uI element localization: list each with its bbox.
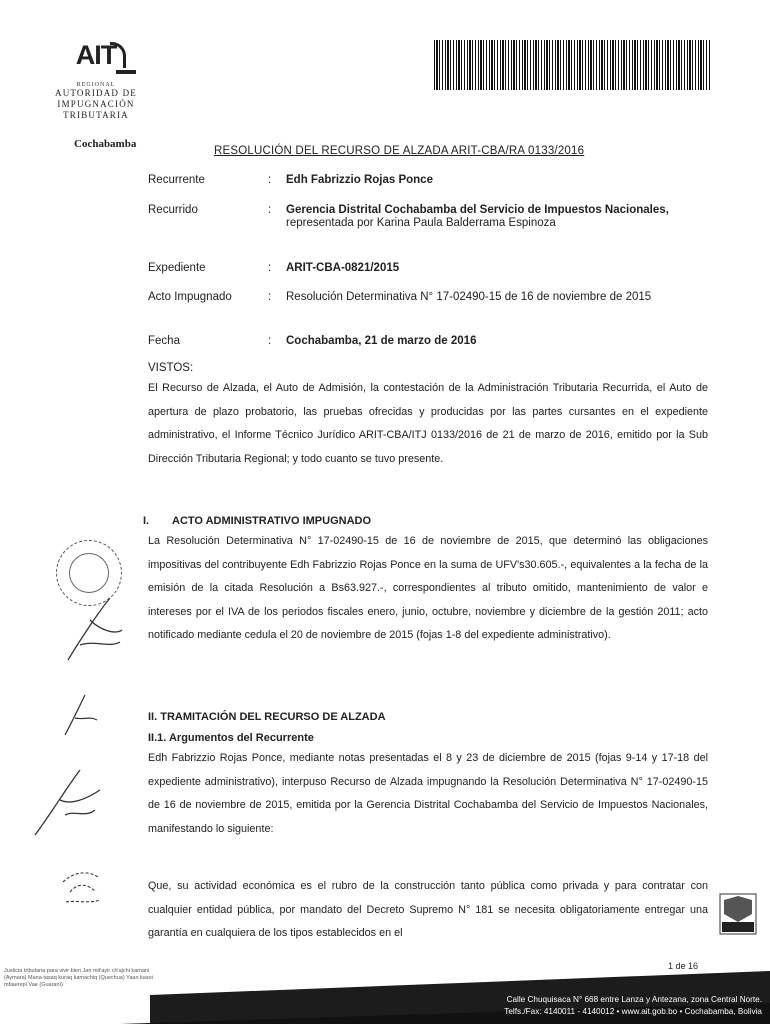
section2-heading: II. TRAMITACIÓN DEL RECURSO DE ALZADA [148, 711, 386, 723]
vistos-heading: VISTOS: [148, 362, 194, 374]
emblem-caption [710, 938, 768, 943]
meta-recurrente-value: Edh Fabrizzio Rojas Ponce [286, 174, 433, 186]
section1-text: La Resolución Determinativa N° 17-02490-15 de 16 de noviembre de 2015, que determinó las obligaciones impositivas del contribuyente Edh Fabrizzio Rojas Ponce en la suma de UFV's30.605.-, equivalentes a la fecha de la emisión de la citada Resolución a Bs63.927.-, correspondientes al tributo omitido, mantenimiento de valor e intereses por el IVA de los periodos fiscales enero, junio, octubre, noviembre y diciembre de la gestión 2011; acto notificado mediante cedula el 20 de noviembre de 2015 (fojas 1-8 del expediente administrativo). [148, 535, 708, 641]
vistos-text: El Recurso de Alzada, el Auto de Admisión, la contestación de la Administración Tributaria Recurrida, el Auto de apertura de plazo probatorio, las pruebas ofrecidas y producidas por las partes cursantes en el expediente administrativo, el Informe Técnico Jurídico ARIT-CBA/ITJ 0133/2016 de 21 de marzo de 2016, emitido por la Sub Dirección Tributaria Regional; y todo cuanto se tuvo presente. [148, 382, 708, 465]
meta-colon: : [268, 291, 272, 303]
initial-signature-icon-2 [58, 862, 108, 910]
ait-logo-mark [36, 40, 156, 78]
section2-text: Edh Fabrizzio Rojas Ponce, mediante notas presentadas el 8 y 23 de diciembre de 2015 (fojas 9-14 y 17-18 del expediente administrativo), interpuso Recurso de Alzada impugnando la Resolución Determinativa N° 17-02490-15 de 16 de noviembre de 2015, emitida por la Gerencia Distrital Cochabamba del Servicio de Impuestos Nacionales, manifestando lo siguiente: [148, 752, 708, 835]
meta-colon: : [268, 204, 272, 216]
meta-expediente-label: Expediente [148, 262, 206, 274]
section1-number: I. [143, 515, 150, 527]
meta-recurrido-value [286, 204, 706, 230]
meta-recurrente-label: Recurrente [148, 174, 205, 186]
meta-acto-value: Resolución Determinativa N° 17-02490-15 de 16 de noviembre de 2015 [286, 291, 652, 303]
section2-text-continued: Que, su actividad económica es el rubro de la construcción tanto pública como privada y para contratar con cualquier entidad pública, por mandato del Decreto Supremo N° 181 se necesita obligatoriamente entregar una garantía en cualquiera de los tipos establecidos en el [148, 880, 708, 939]
footer-address [420, 994, 762, 1018]
logo-city: Cochabamba [74, 138, 137, 150]
meta-acto-label: Acto Impugnado [148, 291, 232, 303]
logo-name-line1: AUTORIDAD DE [55, 88, 137, 98]
logo-name-line2: IMPUGNACIÓN TRIBUTARIA [57, 99, 135, 120]
meta-recurrido-label: Recurrido [148, 204, 198, 216]
footer-note: Justicia tributaria para vivir bien Jan mit'ayir ch'ajchi kamani (Aymara) Mana tasaq kuraq kamachiq (Quechua) Yaan kasoi mbaerepi Vae (Guaraní) [4, 968, 153, 988]
meta-colon: : [268, 335, 272, 347]
meta-expediente-value: ARIT-CBA-0821/2015 [286, 262, 400, 274]
logo-regional: REGIONAL [76, 82, 116, 88]
meta-recurrido-representative: representada por Karina Paula Balderrama Espinoza [286, 217, 556, 229]
meta-fecha-value: Cochabamba, 21 de marzo de 2016 [286, 335, 477, 347]
initial-signature-icon [55, 690, 105, 740]
footer-address-line2: Telfs./Fax: 4140011 - 4140012 • www.ait.gob.bo • Cochabamba, Bolivia [504, 1007, 762, 1016]
document-title: RESOLUCIÓN DEL RECURSO DE ALZADA ARIT-CBA/RA 0133/2016 [214, 145, 585, 157]
section1-heading: ACTO ADMINISTRATIVO IMPUGNADO [172, 515, 372, 527]
logo-bar-icon [116, 70, 136, 74]
ait-logo-text: AIT [75, 40, 117, 70]
footer-address-line1: Calle Chuquisaca N° 668 entre Lanza y Antezana, zona Central Norte. [506, 995, 762, 1004]
section2-subheading: II.1. Argumentos del Recurrente [148, 732, 314, 744]
logo-arc-icon [110, 42, 126, 68]
meta-colon: : [268, 262, 272, 274]
ait-logo [36, 40, 156, 121]
meta-colon: : [268, 174, 272, 186]
signature-icon-2 [30, 760, 110, 840]
page-number: 1 de 16 [668, 961, 699, 971]
barcode-icon [434, 40, 710, 90]
signature-icon [60, 590, 130, 670]
meta-recurrido-entity: Gerencia Distrital Cochabamba del Servicio de Impuestos Nacionales, [286, 204, 669, 216]
bolivia-emblem-icon [716, 892, 760, 936]
meta-fecha-label: Fecha [148, 335, 180, 347]
